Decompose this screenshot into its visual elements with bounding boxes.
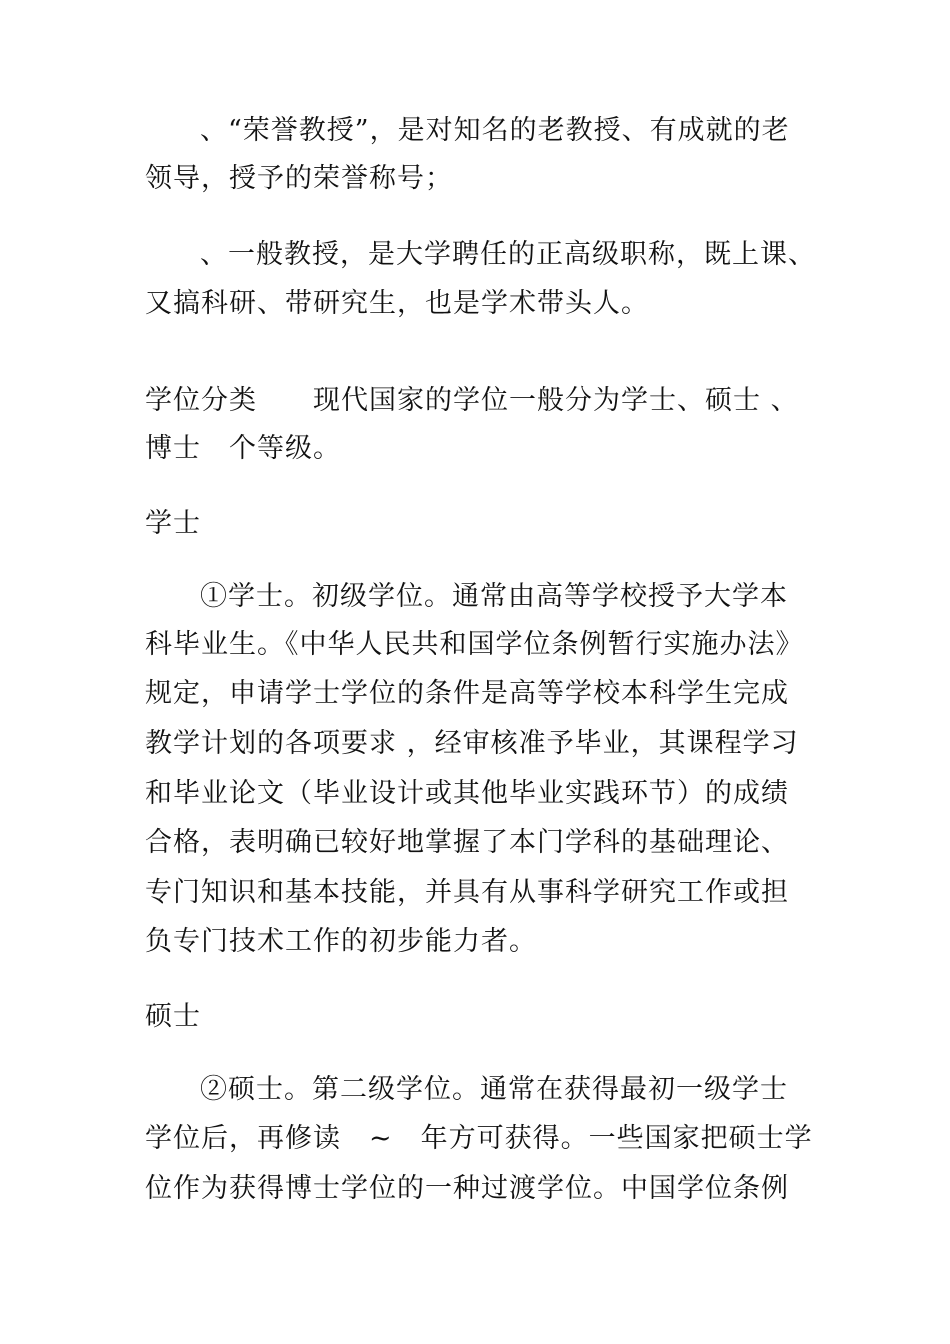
text-line: 位作为获得博士学位的一种过渡学位。中国学位条例 (145, 1173, 789, 1204)
section-heading: 硕士 (145, 1001, 201, 1032)
section-heading: 学位分类 现代国家的学位一般分为学士、硕士 、 (145, 385, 799, 416)
text-line: 科毕业生。《中华人民共和国学位条例暂行实施办法》 (145, 629, 804, 660)
text-line: ②硕士。第二级学位。通常在获得最初一级学士 (172, 1074, 788, 1105)
text-line: ①学士。初级学位。通常由高等学校授予大学本 (172, 581, 788, 612)
section-heading: 学士 (145, 508, 201, 539)
text-line: 学位后，再修读 ~ 年方可获得。一些国家把硕士学 (145, 1123, 813, 1154)
text-line: 和毕业论文（毕业设计或其他毕业实践环节）的成绩 (145, 778, 789, 809)
text-line: 、一般教授，是大学聘任的正高级职称，既上课、 (172, 239, 816, 270)
text-line: 又搞科研、带研究生，也是学术带头人。 (145, 288, 649, 319)
text-line: 负专门技术工作的初步能力者。 (145, 926, 537, 957)
text-line: 领导，授予的荣誉称号； (145, 163, 453, 194)
text-line: 博士 个等级。 (145, 433, 341, 464)
text-line: 规定，申请学士学位的条件是高等学校本科学生完成 (145, 678, 789, 709)
text-line: 、“荣誉教授”，是对知名的老教授、有成就的老 (172, 115, 790, 146)
text-line: 教学计划的各项要求 ，经审核准予毕业，其课程学习 (145, 728, 799, 759)
text-line: 专门知识和基本技能，并具有从事科学研究工作或担 (145, 877, 789, 908)
text-line: 合格，表明确已较好地掌握了本门学科的基础理论、 (145, 827, 789, 858)
